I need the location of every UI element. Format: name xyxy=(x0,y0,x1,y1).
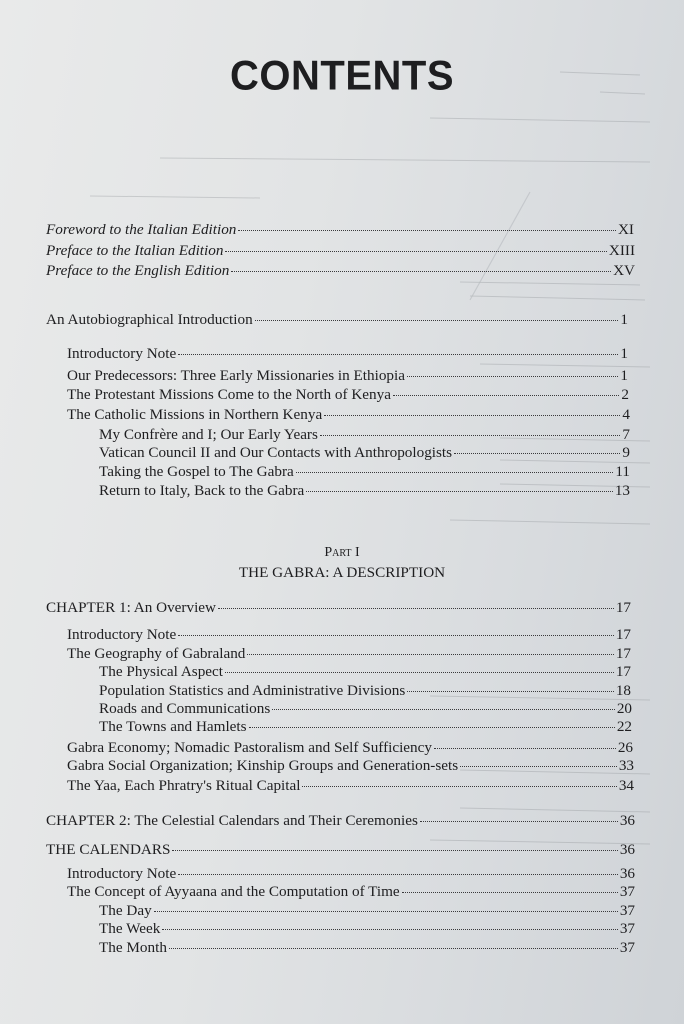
toc-entry-label: The Towns and Hamlets xyxy=(99,718,247,735)
toc-entry xyxy=(99,425,630,445)
dot-leader xyxy=(272,709,615,710)
toc-entry-autobiographical xyxy=(46,310,628,330)
part-label: Part I xyxy=(324,545,360,560)
toc-entry-label: An Autobiographical Introduction xyxy=(46,311,253,328)
toc-entry-label: The Protestant Missions Come to the North of Kenya xyxy=(67,386,391,403)
dot-leader xyxy=(162,929,617,930)
toc-entry-page: 26 xyxy=(617,739,633,756)
toc-entry-preface-italian xyxy=(46,241,635,261)
toc-entry xyxy=(99,443,630,463)
dot-leader xyxy=(172,850,617,851)
toc-entry xyxy=(67,366,628,386)
dot-leader xyxy=(238,230,616,231)
toc-entry-page: XIII xyxy=(608,242,635,259)
dot-leader xyxy=(420,821,618,822)
dot-leader xyxy=(178,635,614,636)
toc-entry xyxy=(99,938,635,958)
dot-leader xyxy=(407,376,618,377)
toc-entry-page: 9 xyxy=(622,444,630,461)
toc-entry-page: XV xyxy=(613,262,635,279)
toc-entry xyxy=(67,344,628,364)
toc-entry-page: 17 xyxy=(615,645,631,662)
toc-entry-page: 20 xyxy=(616,700,632,717)
toc-entry-page: 36 xyxy=(619,865,635,882)
toc-entry-preface-english xyxy=(46,261,635,281)
toc-entry-label: The Physical Aspect xyxy=(99,663,224,680)
dot-leader xyxy=(178,354,618,355)
dot-leader xyxy=(225,672,614,673)
toc-entry-label: The Catholic Missions in Northern Kenya xyxy=(67,406,323,423)
dot-leader xyxy=(247,654,613,655)
toc-entry-page: 36 xyxy=(619,841,635,858)
toc-entry-page: 13 xyxy=(614,482,630,499)
dot-leader xyxy=(454,453,620,454)
toc-entry-label: Population Statistics and Administrative Divisions xyxy=(99,682,406,699)
toc-entry-page: 37 xyxy=(619,939,635,956)
dot-leader xyxy=(231,271,611,272)
page-title: CONTENTS xyxy=(230,52,454,100)
toc-entry-label: Gabra Economy; Nomadic Pastoralism and Self Sufficiency xyxy=(67,739,432,756)
toc-entry xyxy=(67,644,631,664)
toc-entry-label: THE CALENDARS xyxy=(46,841,171,858)
toc-entry-page: 37 xyxy=(619,902,635,919)
dot-leader xyxy=(296,472,614,473)
dot-leader xyxy=(169,948,618,949)
toc-entry-label: Taking the Gospel to The Gabra xyxy=(99,463,294,480)
toc-entry-label: Introductory Note xyxy=(67,626,177,643)
toc-entry-page: 1 xyxy=(620,311,628,328)
toc-entry-label: Return to Italy, Back to the Gabra xyxy=(99,482,305,499)
dot-leader xyxy=(178,874,618,875)
dot-leader xyxy=(393,395,619,396)
dot-leader xyxy=(407,691,614,692)
toc-entry-label: Foreword to the Italian Edition xyxy=(46,221,237,238)
toc-entry xyxy=(67,864,635,884)
toc-entry-label: Preface to the English Edition xyxy=(46,262,230,279)
toc-entry xyxy=(99,481,630,501)
toc-entry xyxy=(99,662,631,682)
toc-entry-page: 22 xyxy=(616,718,632,735)
toc-entry-page: 18 xyxy=(615,682,631,699)
toc-entry-label: Introductory Note xyxy=(67,865,177,882)
dot-leader xyxy=(324,415,620,416)
toc-entry-page: 2 xyxy=(621,386,629,403)
toc-entry-label: The Yaa, Each Phratry's Ritual Capital xyxy=(67,777,301,794)
toc-entry-page: 37 xyxy=(619,920,635,937)
toc-entry-label: My Confrère and I; Our Early Years xyxy=(99,426,318,443)
toc-entry xyxy=(67,756,634,776)
toc-entry-label: Preface to the Italian Edition xyxy=(46,242,224,259)
toc-entry-label: Introductory Note xyxy=(67,345,177,362)
toc-entry-label: The Day xyxy=(99,902,152,919)
toc-entry-page: 37 xyxy=(619,883,635,900)
toc-entry xyxy=(67,385,629,405)
toc-entry-label: Vatican Council II and Our Contacts with Anthropologists xyxy=(99,444,453,461)
toc-entry xyxy=(67,738,633,758)
toc-entry xyxy=(99,681,631,701)
toc-entry xyxy=(99,462,630,482)
toc-entry-foreword xyxy=(46,220,634,240)
dot-leader xyxy=(402,892,618,893)
toc-entry-page: 34 xyxy=(618,777,634,794)
part-subtitle: THE GABRA: A DESCRIPTION xyxy=(238,564,446,581)
toc-entry-page: 17 xyxy=(615,626,631,643)
toc-entry xyxy=(99,919,635,939)
dot-leader xyxy=(434,748,616,749)
toc-entry-page: 33 xyxy=(618,757,634,774)
toc-entry-chapter-1 xyxy=(46,598,631,618)
toc-entry-page: 7 xyxy=(622,426,630,443)
toc-entry-label: The Geography of Gabraland xyxy=(67,645,246,662)
toc-entry-label: The Month xyxy=(99,939,167,956)
toc-entry-label: Gabra Social Organization; Kinship Groups and Generation-sets xyxy=(67,757,459,774)
dot-leader xyxy=(249,727,615,728)
toc-entry-page: 11 xyxy=(615,463,630,480)
toc-entry-label: Roads and Communications xyxy=(99,700,271,717)
dot-leader xyxy=(225,251,606,252)
toc-entry xyxy=(67,776,634,796)
toc-entry-page: 1 xyxy=(620,345,628,362)
toc-entry xyxy=(67,625,631,645)
toc-entry-label: CHAPTER 2: The Celestial Calendars and Their Ceremonies xyxy=(46,812,418,829)
toc-entry-page: 1 xyxy=(620,367,628,384)
toc-entry-chapter-2 xyxy=(46,811,635,831)
dot-leader xyxy=(302,786,616,787)
toc-entry-page: 36 xyxy=(619,812,635,829)
dot-leader xyxy=(460,766,617,767)
toc-entry-page: 17 xyxy=(615,599,631,616)
toc-entry-label: CHAPTER 1: An Overview xyxy=(46,599,217,616)
dot-leader xyxy=(320,435,621,436)
toc-entry-label: The Week xyxy=(99,920,161,937)
toc-entry xyxy=(99,901,635,921)
toc-entry-label: The Concept of Ayyaana and the Computation of Time xyxy=(67,883,400,900)
toc-entry xyxy=(67,882,635,902)
toc-entry xyxy=(99,717,632,737)
toc-entry-page: 17 xyxy=(615,663,631,680)
dot-leader xyxy=(306,491,613,492)
toc-entry xyxy=(67,405,630,425)
toc-entry-page: XI xyxy=(617,221,634,238)
toc-entry-calendars xyxy=(46,840,635,860)
toc-entry xyxy=(99,699,632,719)
toc-entry-label: Our Predecessors: Three Early Missionaries in Ethiopia xyxy=(67,367,405,384)
dot-leader xyxy=(255,320,619,321)
toc-entry-page: 4 xyxy=(622,406,630,423)
dot-leader xyxy=(154,911,618,912)
dot-leader xyxy=(218,608,614,609)
